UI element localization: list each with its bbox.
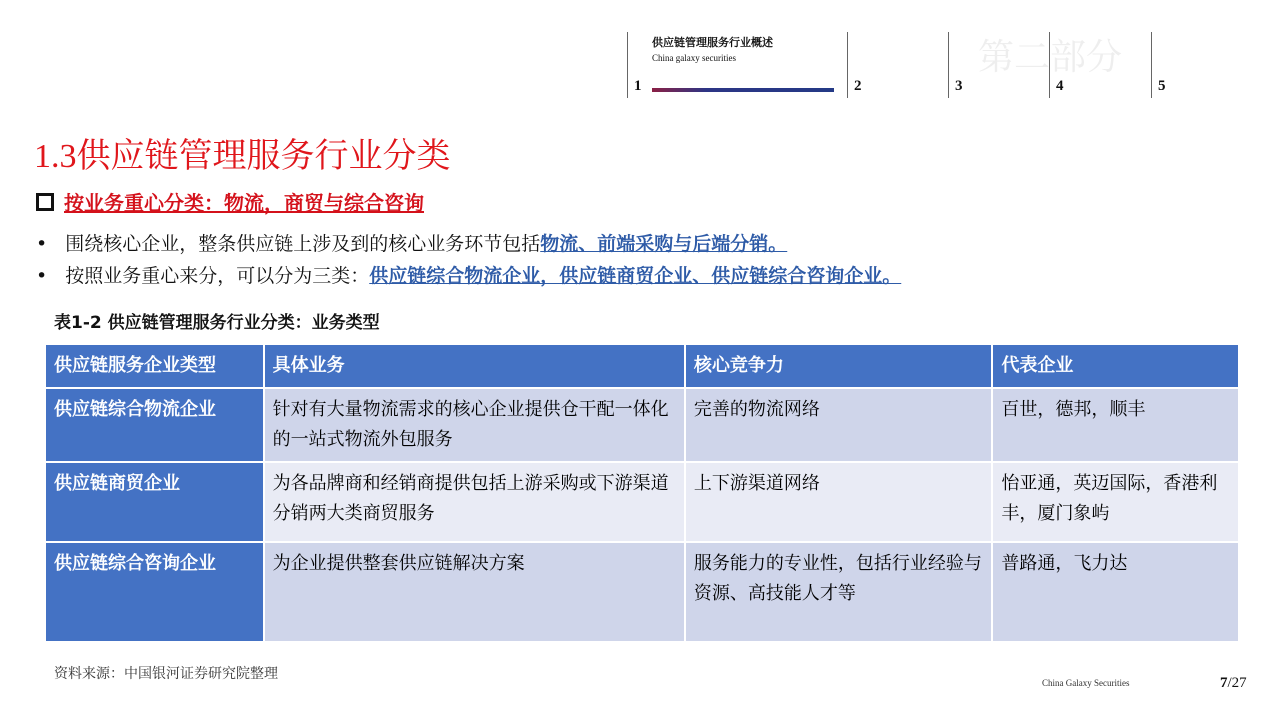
table-header-row <box>45 344 1239 388</box>
page-title: 1.3供应链管理服务行业分类 <box>34 138 451 175</box>
nav-item-4[interactable]: 4 <box>1056 78 1064 94</box>
bullet-highlight: 物流、前端采购与后端分销。 <box>540 233 788 255</box>
nav-progress-bar <box>652 88 834 92</box>
page-current: 7 <box>1220 675 1228 691</box>
nav-divider <box>948 32 949 98</box>
footer-brand: China Galaxy Securities <box>1042 678 1130 688</box>
bullet-text: 围绕核心企业，整条供应链上涉及到的核心业务环节包括 <box>65 233 541 255</box>
nav-divider <box>627 32 628 98</box>
header-cell: 核心竞争力 <box>685 344 993 388</box>
subtitle-text: 按业务重心分类：物流，商贸与综合咨询 <box>64 191 424 215</box>
nav-section-title: 供应链管理服务行业概述 <box>652 36 773 49</box>
table-cell: 供应链商贸企业 <box>45 462 264 542</box>
table-cell: 供应链综合咨询企业 <box>45 542 264 642</box>
bullet-dot-icon: • <box>36 233 48 255</box>
nav-watermark: 第二部分 <box>978 37 1123 78</box>
table-cell: 为企业提供整套供应链解决方案 <box>264 542 685 642</box>
header-cell: 供应链服务企业类型 <box>45 344 264 388</box>
section-subtitle <box>36 187 424 216</box>
bullet-dot-icon: • <box>36 265 48 287</box>
classification-table <box>44 343 1240 643</box>
source-note: 资料来源：中国银河证券研究院整理 <box>54 666 278 682</box>
bullet-highlight: 供应链综合物流企业，供应链商贸企业、供应链综合咨询企业。 <box>369 265 902 287</box>
table-cell: 服务能力的专业性，包括行业经验与资源、高技能人才等 <box>685 542 993 642</box>
nav-item-3[interactable]: 3 <box>955 78 963 94</box>
nav-divider <box>1151 32 1152 98</box>
bullet-item <box>36 261 901 288</box>
header-cell: 具体业务 <box>264 344 685 388</box>
nav-item-2[interactable]: 2 <box>854 78 862 94</box>
page-number <box>1220 675 1247 692</box>
bullet-text: 按照业务重心来分，可以分为三类： <box>65 265 370 287</box>
header-cell: 代表企业 <box>992 344 1239 388</box>
nav-item-5[interactable]: 5 <box>1158 78 1166 94</box>
table-cell: 为各品牌商和经销商提供包括上游采购或下游渠道分销两大类商贸服务 <box>264 462 685 542</box>
table-cell: 供应链综合物流企业 <box>45 388 264 462</box>
table-cell: 上下游渠道网络 <box>685 462 993 542</box>
table-cell: 百世，德邦，顺丰 <box>992 388 1239 462</box>
table-row <box>45 462 1239 542</box>
checkbox-square-icon <box>36 193 54 211</box>
bullet-item <box>36 229 787 256</box>
table-cell: 怡亚通，英迈国际，香港利丰，厦门象屿 <box>992 462 1239 542</box>
page-total: /27 <box>1227 675 1247 691</box>
table-cell: 完善的物流网络 <box>685 388 993 462</box>
table-row <box>45 388 1239 462</box>
nav-section-subtitle: China galaxy securities <box>652 53 736 63</box>
table-cell: 普路通，飞力达 <box>992 542 1239 642</box>
table-row <box>45 542 1239 642</box>
nav-divider <box>847 32 848 98</box>
table-cell: 针对有大量物流需求的核心企业提供仓干配一体化的一站式物流外包服务 <box>264 388 685 462</box>
table-caption: 表1-2 供应链管理服务行业分类：业务类型 <box>54 313 380 333</box>
nav-item-1[interactable]: 1 <box>634 78 642 94</box>
